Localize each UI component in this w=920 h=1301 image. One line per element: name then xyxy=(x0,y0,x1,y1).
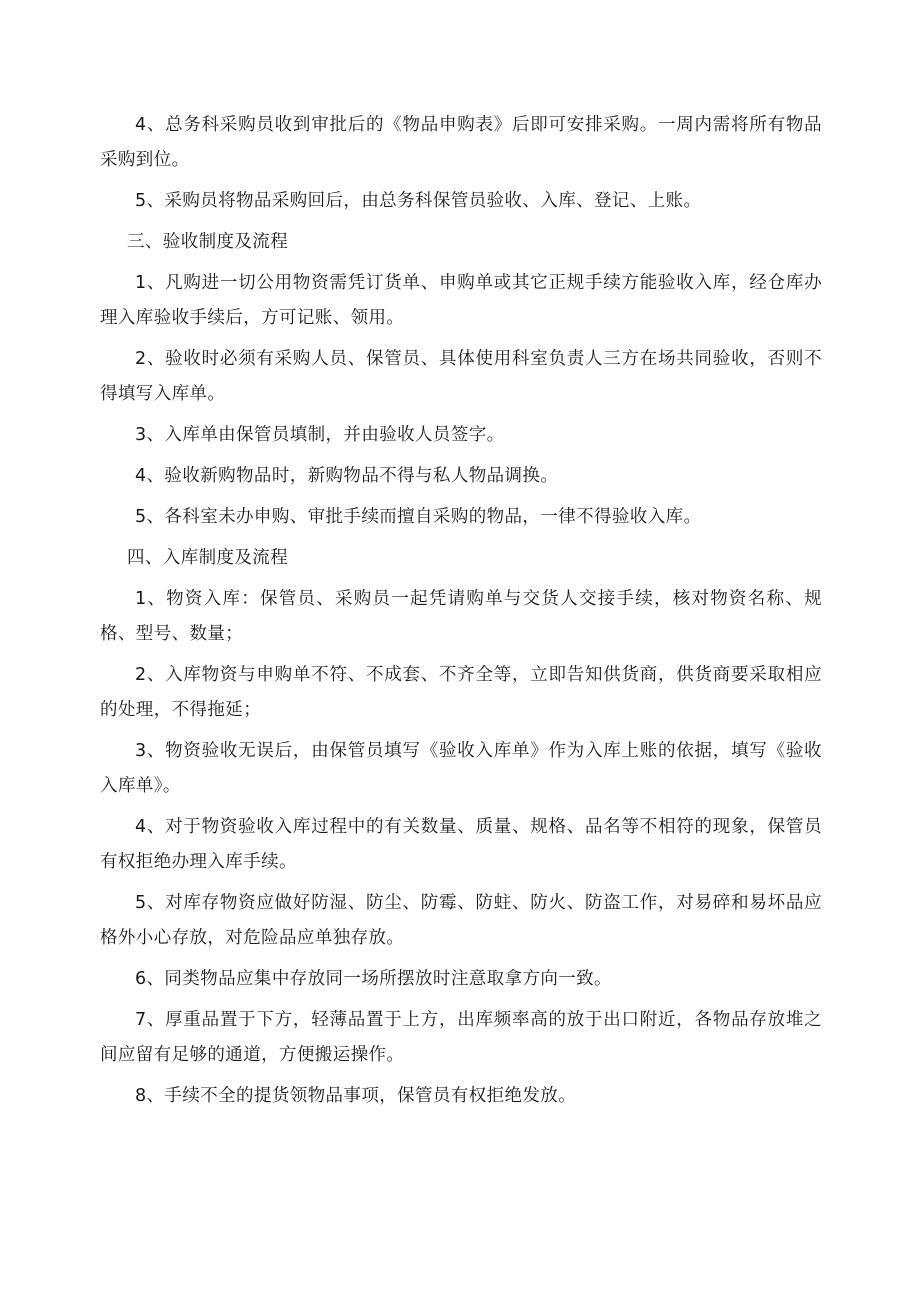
acceptance-item-4: 4、验收新购物品时，新购物品不得与私人物品调换。 xyxy=(135,466,559,486)
warehousing-item-2: 2、入库物资与申购单不符、不成套、不齐全等，立即告知供货商，供货商要采取相应的处理，不得拖延； xyxy=(100,665,822,720)
acceptance-item-1: 1、凡购进一切公用物资需凭订货单、申购单或其它正规手续方能验收入库，经仓库办理入库验收手续后，方可记账、领用。 xyxy=(100,273,822,328)
procurement-item-4: 4、总务科采购员收到审批后的《物品申购表》后即可安排采购。一周内需将所有物品采购到位。 xyxy=(100,115,822,170)
warehousing-item-7: 7、厚重品置于下方，轻薄品置于上方，出库频率高的放于出口附近，各物品存放堆之间应留有足够的通道，方便搬运操作。 xyxy=(100,1010,822,1065)
acceptance-item-3: 3、入库单由保管员填制，并由验收人员签字。 xyxy=(135,425,505,445)
warehousing-item-8: 8、手续不全的提货领物品事项，保管员有权拒绝发放。 xyxy=(135,1086,577,1106)
acceptance-item-5: 5、各科室未办申购、审批手续而擅自采购的物品，一律不得验收入库。 xyxy=(135,507,702,527)
document-body xyxy=(100,108,822,1120)
warehousing-item-3: 3、物资验收无误后，由保管员填写《验收入库单》作为入库上账的依据，填写《验收入库单》。 xyxy=(100,741,822,796)
warehousing-item-4: 4、对于物资验收入库过程中的有关数量、质量、规格、品名等不相符的现象，保管员有权拒绝办理入库手续。 xyxy=(100,817,822,872)
warehousing-item-5: 5、对库存物资应做好防湿、防尘、防霉、防蛀、防火、防盗工作，对易碎和易坏品应格外小心存放，对危险品应单独存放。 xyxy=(100,893,822,948)
warehousing-item-6: 6、同类物品应集中存放同一场所摆放时注意取拿方向一致。 xyxy=(135,969,612,989)
warehousing-item-1: 1、物资入库：保管员、采购员一起凭请购单与交货人交接手续，核对物资名称、规格、型号、数量； xyxy=(100,589,822,644)
procurement-item-5: 5、采购员将物品采购回后，由总务科保管员验收、入库、登记、上账。 xyxy=(135,191,702,211)
section-heading-warehousing: 四、入库制度及流程 xyxy=(127,548,289,568)
acceptance-item-2: 2、验收时必须有采购人员、保管员、具体使用科室负责人三方在场共同验收，否则不得填写入库单。 xyxy=(100,349,822,404)
section-heading-acceptance: 三、验收制度及流程 xyxy=(127,232,289,252)
